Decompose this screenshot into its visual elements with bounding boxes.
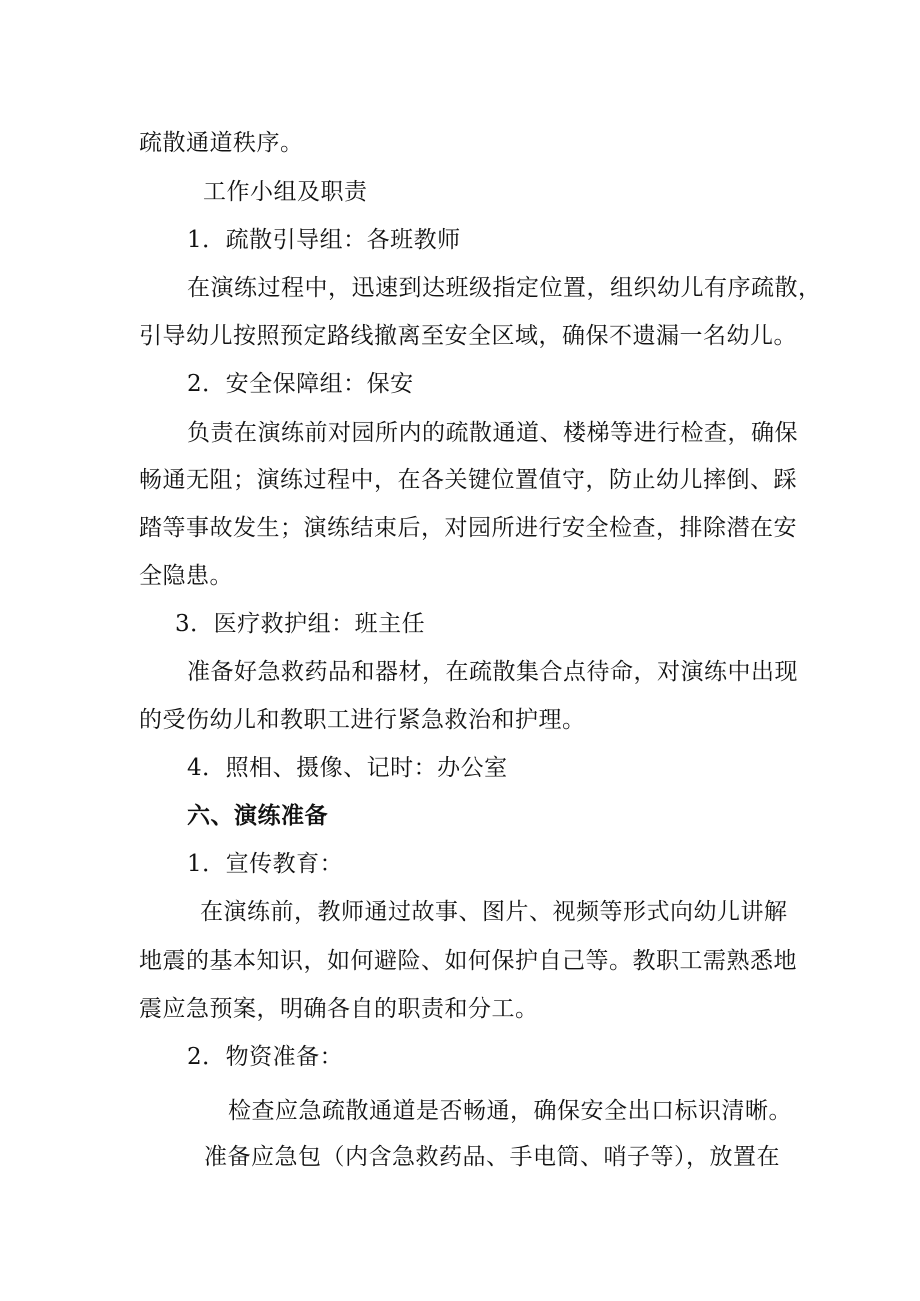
paragraph-line: 在演练前，教师通过故事、图片、视频等形式向幼儿讲解 [200, 899, 788, 925]
list-item-heading: 3．医疗救护组：班主任 [175, 611, 426, 637]
section-subtitle: 工作小组及职责 [203, 179, 368, 205]
paragraph-line: 准备好急救药品和器材，在疏散集合点待命，对演练中出现 [187, 659, 798, 685]
paragraph-line: 在演练过程中，迅速到达班级指定位置，组织幼儿有序疏散， [187, 275, 822, 301]
paragraph-line: 震应急预案，明确各自的职责和分工。 [139, 996, 539, 1022]
paragraph-continuation: 疏散通道秩序。 [139, 130, 304, 156]
paragraph-line: 检查应急疏散通道是否畅通，确保安全出口标识清晰。 [228, 1098, 792, 1124]
list-item-heading: 2．物资准备： [187, 1044, 344, 1070]
list-item-heading: 1．疏散引导组：各班教师 [187, 227, 461, 253]
paragraph-line: 引导幼儿按照预定路线撤离至安全区域，确保不遗漏一名幼儿。 [139, 323, 797, 349]
paragraph-line: 准备应急包（内含急救药品、手电筒、哨子等），放置在 [204, 1144, 780, 1170]
list-item-heading: 4．照相、摄像、记时：办公室 [187, 755, 508, 781]
paragraph-line: 负责在演练前对园所内的疏散通道、楼梯等进行检查，确保 [187, 420, 798, 446]
paragraph-line: 地震的基本知识，如何避险、如何保护自己等。教职工需熟悉地 [139, 948, 797, 974]
paragraph-line: 的受伤幼儿和教职工进行紧急救治和护理。 [139, 707, 586, 733]
list-item-heading: 1．宣传教育： [187, 851, 344, 877]
paragraph-line: 全隐患。 [139, 563, 233, 589]
paragraph-line: 畅通无阻；演练过程中，在各关键位置值守，防止幼儿摔倒、踩 [139, 467, 797, 493]
list-item-heading: 2．安全保障组：保安 [187, 371, 414, 397]
section-heading: 六、演练准备 [187, 802, 328, 829]
paragraph-line: 踏等事故发生；演练结束后，对园所进行安全检查，排除潜在安 [139, 515, 797, 541]
